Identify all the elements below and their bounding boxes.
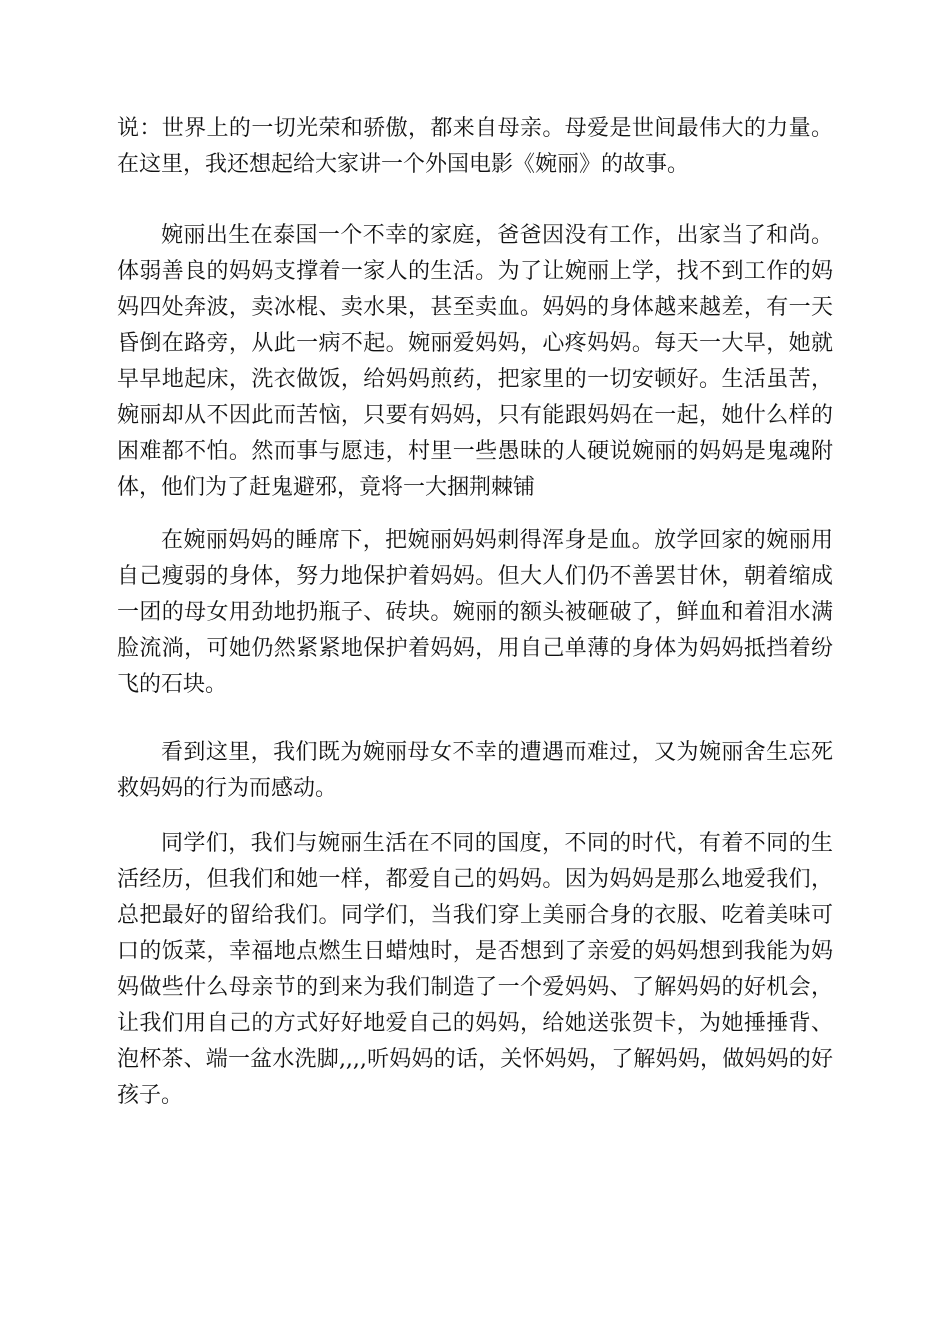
paragraph-wanli-story [117, 218, 833, 506]
paragraph-reflection [117, 735, 833, 807]
paragraph-text: 婉丽出生在泰国一个不幸的家庭，爸爸因没有工作，出家当了和尚。体弱善良的妈妈支撑着一家人的生活。为了让婉丽上学，找不到工作的妈妈四处奔波，卖冰棍、卖水果，甚至卖血。妈妈的身体越来越差，有一天昏倒在路旁，从此一病不起。婉丽爱妈妈，心疼妈妈。每天一大早，她就早早地起床，洗衣做饭，给妈妈煎药，把家里的一切安顿好。生活虽苦，婉丽却从不因此而苦恼，只要有妈妈，只有能跟妈妈在一起，她什么样的困难都不怕。然而事与愿违，村里一些愚昧的人硬说婉丽的妈妈是鬼魂附体，他们为了赶鬼避邪，竟将一大捆荆棘铺 [117, 223, 833, 500]
paragraph-call-to-action [117, 826, 833, 1114]
paragraph-protecting-mother [117, 523, 833, 703]
paragraph-intro [117, 111, 833, 183]
paragraph-text: 同学们，我们与婉丽生活在不同的国度，不同的时代，有着不同的生活经历，但我们和她一样，都爱自己的妈妈。因为妈妈是那么地爱我们，总把最好的留给我们。同学们，当我们穿上美丽合身的衣服、吃着美味可口的饭菜，幸福地点燃生日蜡烛时，是否想到了亲爱的妈妈想到我能为妈妈做些什么母亲节的到来为我们制造了一个爱妈妈、了解妈妈的好机会，让我们用自己的方式好好地爱自己的妈妈，给她送张贺卡，为她捶捶背、泡杯茶、端一盆水洗脚,,,,听妈妈的话，关怀妈妈，了解妈妈，做妈妈的好孩子。 [117, 831, 833, 1108]
paragraph-text: 看到这里，我们既为婉丽母女不幸的遭遇而难过，又为婉丽舍生忘死救妈妈的行为而感动。 [117, 740, 833, 801]
paragraph-text: 在婉丽妈妈的睡席下，把婉丽妈妈刺得浑身是血。放学回家的婉丽用自己瘦弱的身体，努力地保护着妈妈。但大人们仍不善罢甘休，朝着缩成一团的母女用劲地扔瓶子、砖块。婉丽的额头被砸破了，鲜血和着泪水满脸流淌，可她仍然紧紧地保护着妈妈，用自己单薄的身体为妈妈抵挡着纷飞的石块。 [117, 528, 833, 697]
paragraph-text: 说：世界上的一切光荣和骄傲，都来自母亲。母爱是世间最伟大的力量。在这里，我还想起给大家讲一个外国电影《婉丽》的故事。 [117, 116, 833, 177]
